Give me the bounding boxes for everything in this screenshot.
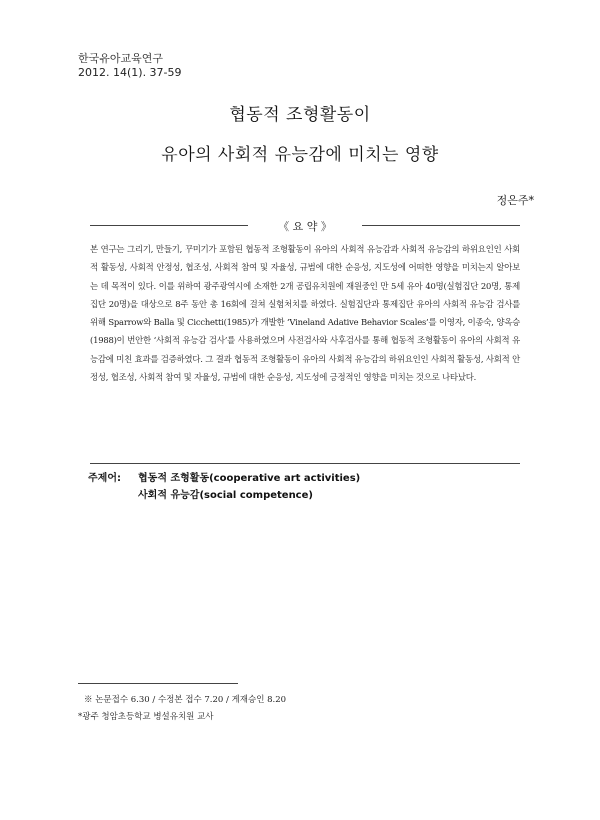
keyword-row-1: [88, 470, 360, 487]
journal-citation: 2012. 14(1). 37-59: [78, 66, 182, 79]
keywords-block: [88, 470, 360, 504]
keyword-2: 사회적 유능감(social competence): [138, 490, 313, 501]
title-line-2: 유아의 사회적 유능감에 미치는 영향: [161, 145, 439, 165]
footnote-rule: [78, 683, 238, 684]
title-line-1: 협동적 조형활동이: [229, 105, 371, 125]
abstract-rule-left: [90, 225, 248, 226]
footnote-affiliation: *광주 청암초등학교 병설유치원 교사: [78, 712, 214, 722]
keywords-label: 주제어:: [88, 473, 121, 484]
abstract-header: [90, 218, 520, 232]
abstract-body: 본 연구는 그리기, 만들기, 꾸미기가 포함된 협동적 조형활동이 유아의 사회적 유능감과 사회적 유능감의 하위요인인 사회적 활동성, 사회적 안정성, 협조성, 사회적 참여 및 자율성, 규범에 대한 순응성, 지도성에 어떠한 영향을 미치는지 알아보는 데 목적이 있다. 이를 위하여 광주광역시에 소재한 2개 공립유치원에 재원중인 만 5세 유아 40명(실험집단 20명, 통제집단 20명)을 대상으로 8주 동안 총 16회에 걸쳐 실험처치를 하였다. 실험집단과 통제집단 유아의 사회적 유능감 검사를 위해 Sparrow와 Balla 및 Cicchetti(1985)가 개발한 ‘Vineland Adative Behavior Scales’를 이영자, 이종숙, 양옥승(1988)이 번안한 ‘사회적 유능감 검사’를 사용하였으며 사전검사와 사후검사를 통해 협동적 조형활동이 유아의 사회적 유능감에 미친 효과를 검증하였다. 그 결과 협동적 조형활동이 유아의 사회적 유능감의 하위요인인 사회적 활동성, 사회적 안정성, 협조성, 사회적 참여 및 자율성, 규범에 대한 순응성, 지도성에 긍정적인 영향을 미치는 것으로 나타났다.: [90, 244, 520, 383]
keyword-row-2: [88, 487, 360, 504]
footnote-dates: ※ 논문접수 6.30 / 수정본 접수 7.20 / 게재승인 8.20: [84, 695, 287, 705]
author-name: 정은주*: [496, 194, 534, 207]
abstract-bottom-rule: [90, 463, 520, 464]
abstract-label: 《 요 약 》: [278, 220, 332, 233]
journal-name: 한국유아교육연구: [78, 52, 164, 65]
keyword-1: 협동적 조형활동(cooperative art activities): [138, 473, 361, 484]
abstract-rule-right: [362, 225, 520, 226]
